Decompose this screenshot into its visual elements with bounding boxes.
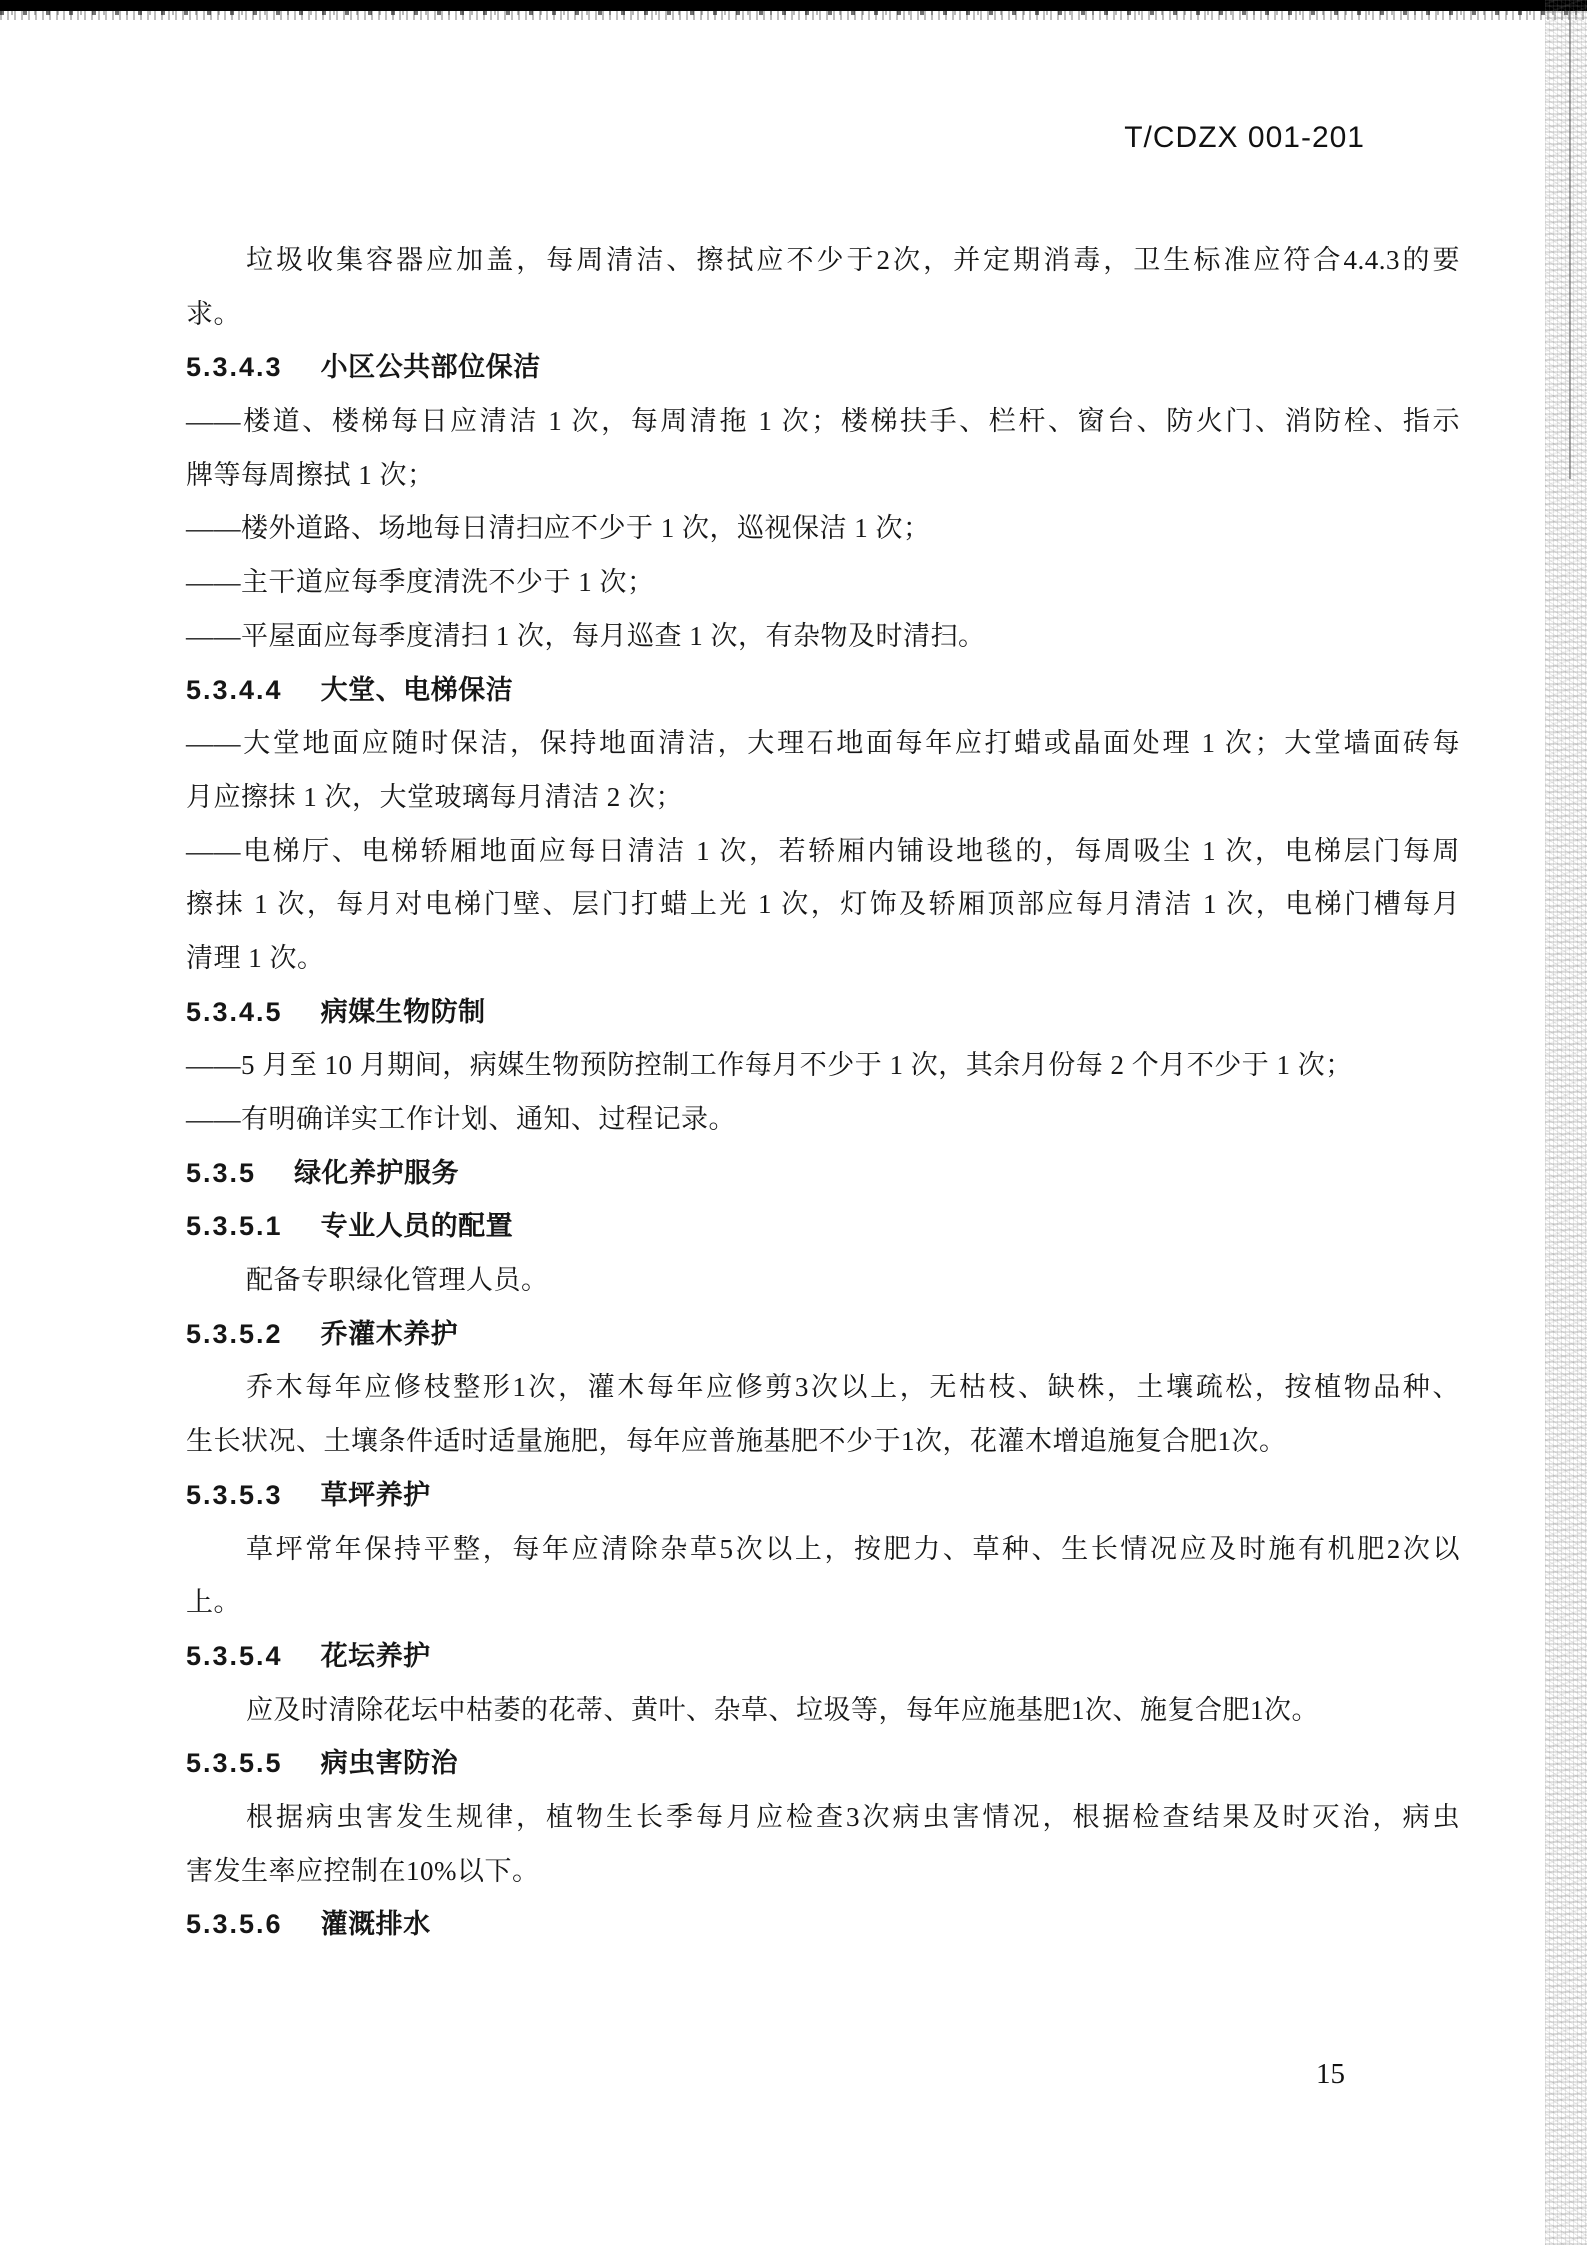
section-title: 绿化养护服务 [294,1157,460,1188]
section-number: 5.3.5.3 [186,1479,283,1510]
text-line: 垃圾收集容器应加盖，每周清洁、擦拭应不少于2次，并定期消毒，卫生标准应符合4.4.3的要 [246,245,1460,275]
text-line: 乔木每年应修枝整形1次，灌木每年应修剪3次以上，无枯枝、缺株，土壤疏松，按植物品种、 [246,1372,1460,1403]
section-title: 乔灌木养护 [320,1318,459,1349]
section-title: 花坛养护 [320,1640,431,1671]
section-title: 病虫害防治 [320,1748,459,1779]
text-line: 应及时清除花坛中枯萎的花蒂、黄叶、杂草、垃圾等，每年应施基肥1次、施复合肥1次。 [246,1694,1319,1725]
section-number: 5.3.5.6 [186,1909,283,1940]
section-heading [186,1469,1460,1523]
section-number: 5.3.5.5 [186,1748,283,1779]
section-heading [186,1898,1460,1952]
text-line: 根据病虫害发生规律，植物生长季每月应检查3次病虫害情况，根据检查结果及时灭治，病虫 [246,1801,1460,1832]
section-heading [186,1737,1460,1791]
text-line: ——主干道应每季度清洗不少于 1 次； [186,567,655,598]
text-line: ——楼外道路、场地每日清扫应不少于 1 次，巡视保洁 1 次； [186,513,931,544]
page-number: 15 [1316,2058,1345,2090]
section-title: 草坪养护 [320,1479,431,1510]
section-number: 5.3.4.5 [186,996,283,1027]
text-line: 生长状况、土壤条件适时适量施肥，每年应普施基肥不少于1次，花灌木增追施复合肥1次。 [186,1426,1287,1457]
text-line: 牌等每周擦拭 1 次； [186,459,435,490]
section-heading [186,986,1460,1040]
section-heading [186,341,1460,395]
text-line: 害发生率应控制在10%以下。 [186,1855,540,1886]
section-heading [186,1630,1460,1684]
section-number: 5.3.4.4 [186,674,283,705]
section-title: 病媒生物防制 [320,996,486,1027]
text-line: ——5 月至 10 月期间，病媒生物预防控制工作每月不少于 1 次，其余月份每 2 个月不少于 1 次； [186,1050,1353,1081]
scan-artifact-right-noise [1545,0,1587,2245]
section-number: 5.3.5.1 [186,1211,283,1242]
text-line: ——电梯厅、电梯轿厢地面应每日清洁 1 次，若轿厢内铺设地毯的，每周吸尘 1 次，电梯层门每周 [186,835,1460,866]
section-heading [186,1200,1460,1254]
section-heading [186,664,1460,718]
section-number: 5.3.5.2 [186,1318,283,1349]
scan-artifact-vertical-line [1569,11,1571,479]
section-heading [186,1308,1460,1362]
text-line: 清理 1 次。 [186,942,325,973]
text-line: 求。 [186,298,241,329]
standard-code-header: T/CDZX 001-201 [1124,121,1365,154]
section-title: 大堂、电梯保洁 [320,674,514,705]
section-title: 专业人员的配置 [320,1211,514,1242]
text-line: 草坪常年保持平整，每年应清除杂草5次以上，按肥力、草种、生长情况应及时施有机肥2次以 [246,1533,1460,1564]
section-title: 灌溉排水 [320,1909,431,1940]
text-line: 擦抹 1 次，每月对电梯门壁、层门打蜡上光 1 次，灯饰及轿厢顶部应每月清洁 1 次，电梯门槽每月 [186,889,1460,920]
text-line: 上。 [186,1587,241,1618]
document-body [186,234,1460,1952]
text-line: 月应擦抹 1 次，大堂玻璃每月清洁 2 次； [186,781,683,812]
text-line: ——楼道、楼梯每日应清洁 1 次，每周清拖 1 次；楼梯扶手、栏杆、窗台、防火门、消防栓、指示 [186,406,1460,437]
scan-artifact-top-edge [0,0,1587,11]
section-number: 5.3.5 [186,1157,257,1188]
text-line: ——大堂地面应随时保洁，保持地面清洁，大理石地面每年应打蜡或晶面处理 1 次；大堂墙面砖每 [186,728,1460,759]
section-number: 5.3.5.4 [186,1640,283,1671]
section-title: 小区公共部位保洁 [320,352,541,383]
section-heading [186,1147,1460,1201]
section-number: 5.3.4.3 [186,352,283,383]
text-line: ——有明确详实工作计划、通知、过程记录。 [186,1104,736,1134]
text-line: ——平屋面应每季度清扫 1 次，每月巡查 1 次，有杂物及时清扫。 [186,620,986,651]
text-line: 配备专职绿化管理人员。 [246,1265,549,1296]
